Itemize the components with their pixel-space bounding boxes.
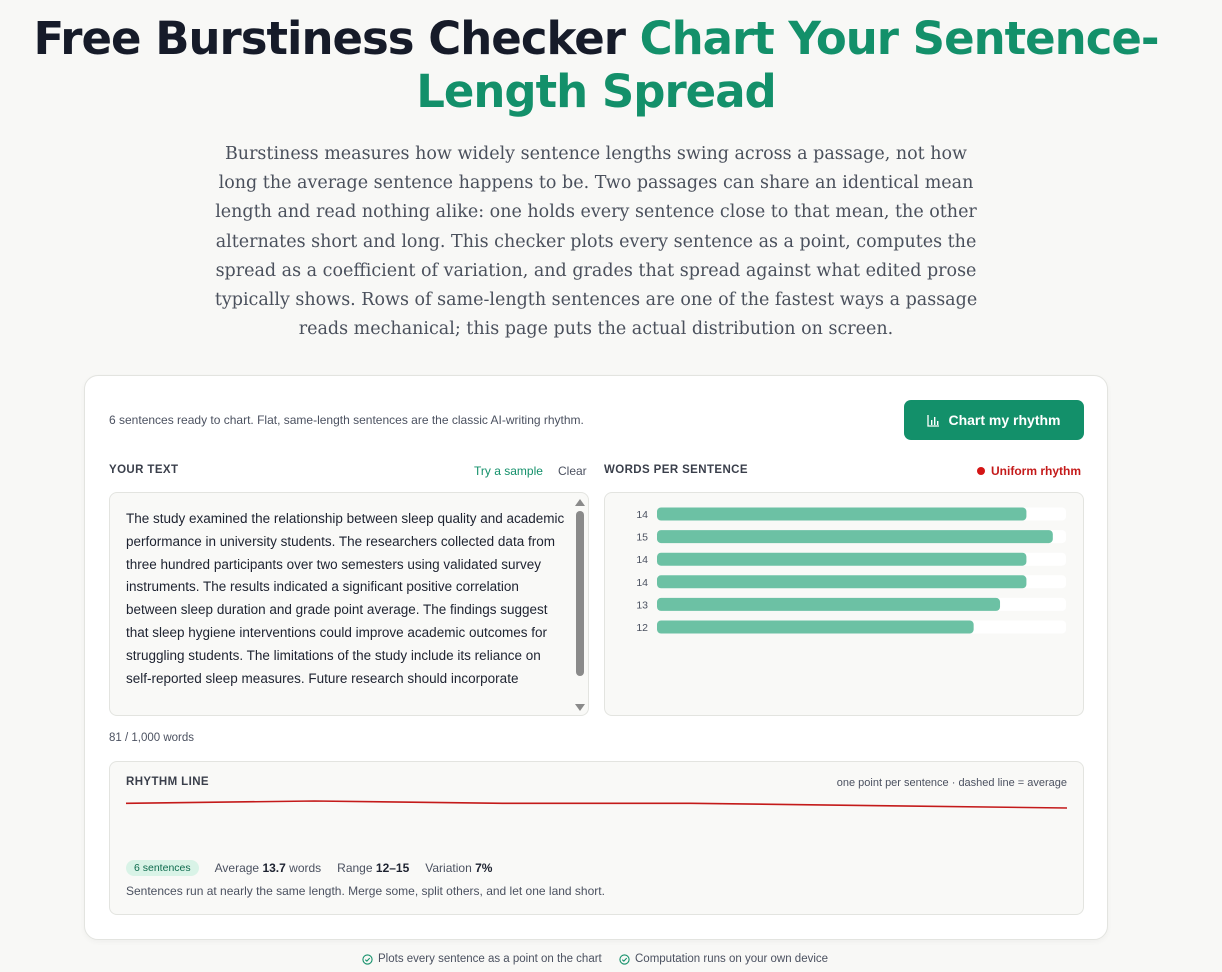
bar-tick-label: 15 bbox=[636, 531, 648, 544]
scroll-down-arrow-icon[interactable] bbox=[575, 704, 585, 711]
rhythm-verdict-text: Uniform rhythm bbox=[991, 464, 1081, 478]
bar-tick-label: 14 bbox=[636, 509, 648, 521]
rhythm-line-svg bbox=[110, 782, 1085, 862]
bar-tick-label: 13 bbox=[636, 599, 648, 612]
rhythm-stats bbox=[126, 860, 508, 876]
footer-feature-1 bbox=[362, 953, 602, 965]
chart-my-rhythm-label: Chart my rhythm bbox=[948, 412, 1061, 428]
page-title-accent: Chart Your Sentence-Length Spread bbox=[416, 12, 1159, 118]
page-title-plain: Free Burstiness Checker bbox=[33, 12, 640, 65]
average-label: Average bbox=[214, 861, 260, 875]
range-stat bbox=[337, 861, 409, 875]
footer-feature-1-text: Plots every sentence as a point on the chart bbox=[378, 953, 602, 965]
status-text: 6 sentences ready to chart. Flat, same-length sentences are the classic AI-writing rhythm. bbox=[109, 413, 584, 427]
verdict-dot-icon bbox=[977, 467, 985, 475]
words-per-sentence-label: WORDS PER SENTENCE bbox=[604, 464, 748, 476]
rhythm-advice: Sentences run at nearly the same length. Merge some, split others, and let one land short. bbox=[126, 884, 605, 898]
scroll-up-arrow-icon[interactable] bbox=[575, 499, 585, 506]
rhythm-line-label: RHYTHM LINE bbox=[126, 776, 209, 788]
page-title bbox=[0, 12, 1192, 118]
variation-label: Variation bbox=[425, 861, 472, 875]
sentence-length-bar bbox=[657, 530, 1053, 543]
footer-feature-2-text: Computation runs on your own device bbox=[635, 953, 829, 965]
rhythm-line-hint: one point per sentence · dashed line = average bbox=[836, 777, 1067, 789]
clear-link[interactable]: Clear bbox=[558, 464, 587, 478]
footer-feature-2 bbox=[619, 953, 828, 965]
your-text-label: YOUR TEXT bbox=[109, 464, 179, 476]
bar-tick-label: 12 bbox=[636, 622, 648, 634]
text-input-content[interactable]: The study examined the relationship between sleep quality and academic performance in university students. The researchers collected data from three hundred participants over two semesters using validated survey instruments. The results indicated a significant positive correlation between sleep duration and grade point average. The findings suggest that sleep hygiene interventions could improve academic outcomes for struggling students. The limitations of the study include its reliance on self-reported sleep measures. Future research should incorporate bbox=[126, 511, 565, 686]
sentences-count-badge: 6 sentences bbox=[126, 860, 199, 876]
sentence-length-bar bbox=[657, 553, 1026, 566]
sentence-length-bar bbox=[657, 621, 974, 634]
variation-value: 7% bbox=[475, 861, 493, 875]
variation-stat bbox=[425, 861, 492, 875]
range-label: Range bbox=[337, 861, 373, 875]
scrollbar-thumb[interactable] bbox=[576, 511, 584, 676]
rhythm-line-panel bbox=[109, 761, 1084, 915]
chart-my-rhythm-button[interactable] bbox=[904, 400, 1084, 440]
bar-chart-icon bbox=[927, 414, 940, 427]
bar-tick-label: 14 bbox=[636, 576, 648, 589]
try-sample-link[interactable]: Try a sample bbox=[474, 464, 543, 478]
sentence-length-bar bbox=[657, 575, 1026, 588]
range-value: 12–15 bbox=[375, 861, 410, 875]
average-unit: words bbox=[289, 861, 322, 875]
word-count: 81 / 1,000 words bbox=[109, 732, 195, 744]
text-input-area[interactable] bbox=[109, 492, 589, 716]
words-per-sentence-chart bbox=[604, 492, 1084, 716]
rhythm-verdict-badge bbox=[977, 464, 1081, 478]
check-circle-icon bbox=[619, 954, 630, 965]
sentence-length-bar bbox=[657, 598, 1000, 611]
sentence-length-bar bbox=[657, 508, 1026, 521]
bar-chart-svg bbox=[605, 493, 1085, 717]
checker-card bbox=[84, 375, 1108, 940]
bar-tick-label: 14 bbox=[636, 554, 648, 567]
page-subtitle: Burstiness measures how widely sentence lengths swing across a passage, not how long the average sentence happens to be. Two passages can share an identical mean length and read nothing alike: one holds every sentence close to that mean, the other alternates short and long. This checker plots every sentence as a point, computes the spread as a coefficient of variation, and grades that spread against what edited prose typically shows. Rows of same-length sentences are one of the fastest ways a passage reads mechanical; this page puts the actual distribution on screen. bbox=[214, 144, 978, 340]
check-circle-icon bbox=[362, 954, 373, 965]
average-value: 13.7 bbox=[262, 861, 286, 875]
average-stat bbox=[215, 861, 322, 875]
rhythm-series-line bbox=[126, 801, 1067, 808]
